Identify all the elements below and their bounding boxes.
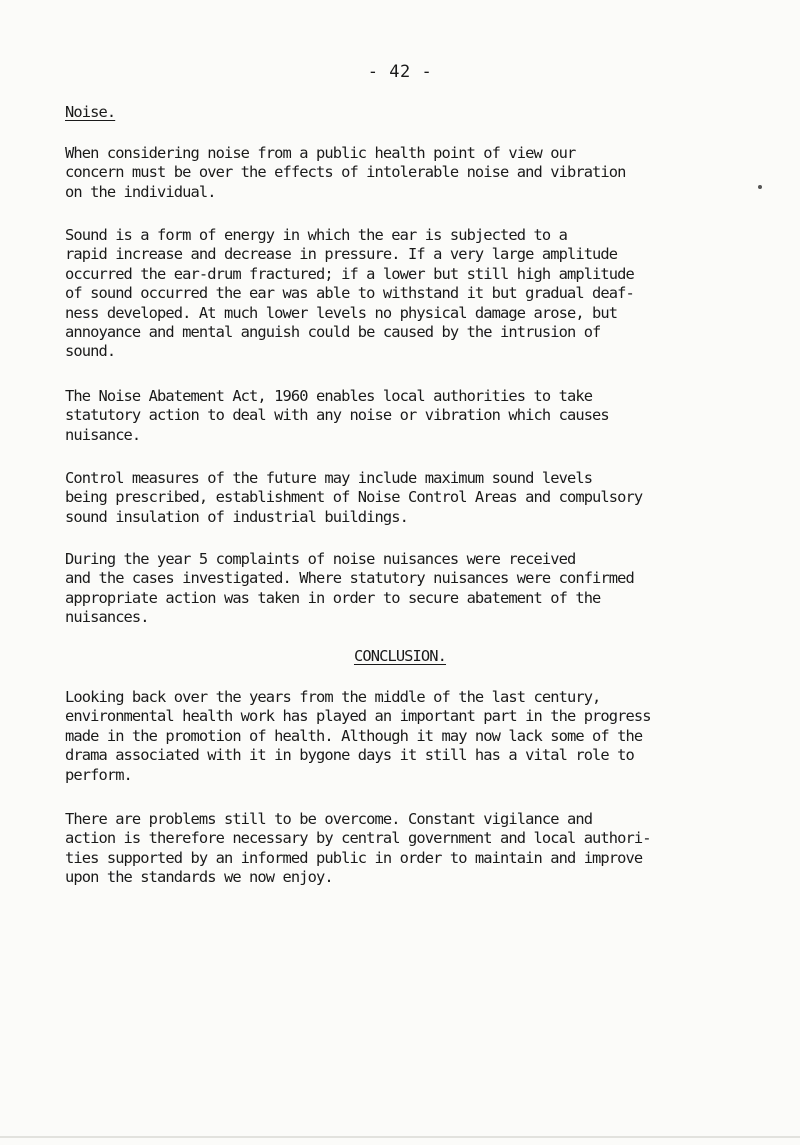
margin-speck	[758, 185, 762, 189]
page-number: - 42 -	[367, 62, 433, 82]
text-line: appropriate action was taken in order to secure abatement of the	[65, 588, 601, 607]
text-line: nuisance.	[65, 425, 141, 444]
text-line: There are problems still to be overcome. Constant vigilance and	[65, 810, 593, 828]
section-heading-conclusion: CONCLUSION.	[353, 647, 447, 665]
text-line: sound insulation of industrial buildings.	[65, 507, 409, 526]
text-line: Looking back over the years from the middle of the last century,	[65, 688, 601, 706]
text-line: sound.	[65, 342, 116, 361]
paragraph-2	[65, 226, 755, 362]
paragraph-3	[65, 387, 755, 445]
text-line: annoyance and mental anguish could be caused by the intrusion of	[65, 322, 601, 341]
text-line: environmental health work has played an important part in the progress	[65, 707, 651, 726]
paragraph-1	[65, 144, 755, 202]
text-line: nuisances.	[65, 608, 149, 627]
text-line: statutory action to deal with any noise or vibration which causes	[65, 406, 609, 425]
text-line: When considering noise from a public health point of view our	[65, 144, 576, 162]
text-line: ties supported by an informed public in order to maintain and improve	[65, 848, 643, 867]
text-line: upon the standards we now enjoy.	[65, 868, 333, 887]
text-line: of sound occurred the ear was able to withstand it but gradual deaf-	[65, 284, 634, 303]
conclusion-paragraph-1	[65, 688, 755, 785]
conclusion-paragraph-2	[65, 810, 755, 888]
text-line: occurred the ear-drum fractured; if a lower but still high amplitude	[65, 264, 634, 283]
text-line: made in the promotion of health. Although it may now lack some of the	[65, 726, 643, 745]
text-line: and the cases investigated. Where statutory nuisances were confirmed	[65, 569, 634, 588]
text-line: rapid increase and decrease in pressure. If a very large amplitude	[65, 245, 618, 264]
text-line: Sound is a form of energy in which the ear is subjected to a	[65, 226, 567, 244]
text-line: The Noise Abatement Act, 1960 enables local authorities to take	[65, 387, 593, 405]
paragraph-5	[65, 550, 755, 628]
text-line: on the individual.	[65, 182, 216, 201]
text-line: concern must be over the effects of intolerable noise and vibration	[65, 163, 626, 182]
text-line: perform.	[65, 765, 132, 784]
section-heading-noise: Noise.	[65, 103, 116, 121]
text-line: ness developed. At much lower levels no physical damage arose, but	[65, 303, 618, 322]
text-line: being prescribed, establishment of Noise Control Areas and compulsory	[65, 488, 643, 507]
text-line: Control measures of the future may include maximum sound levels	[65, 469, 593, 487]
text-line: drama associated with it in bygone days it still has a vital role to	[65, 746, 634, 765]
text-line: During the year 5 complaints of noise nuisances were received	[65, 550, 576, 568]
text-line: action is therefore necessary by central government and local authori-	[65, 829, 651, 848]
scan-bottom-edge	[0, 1136, 800, 1138]
paragraph-4	[65, 469, 755, 527]
